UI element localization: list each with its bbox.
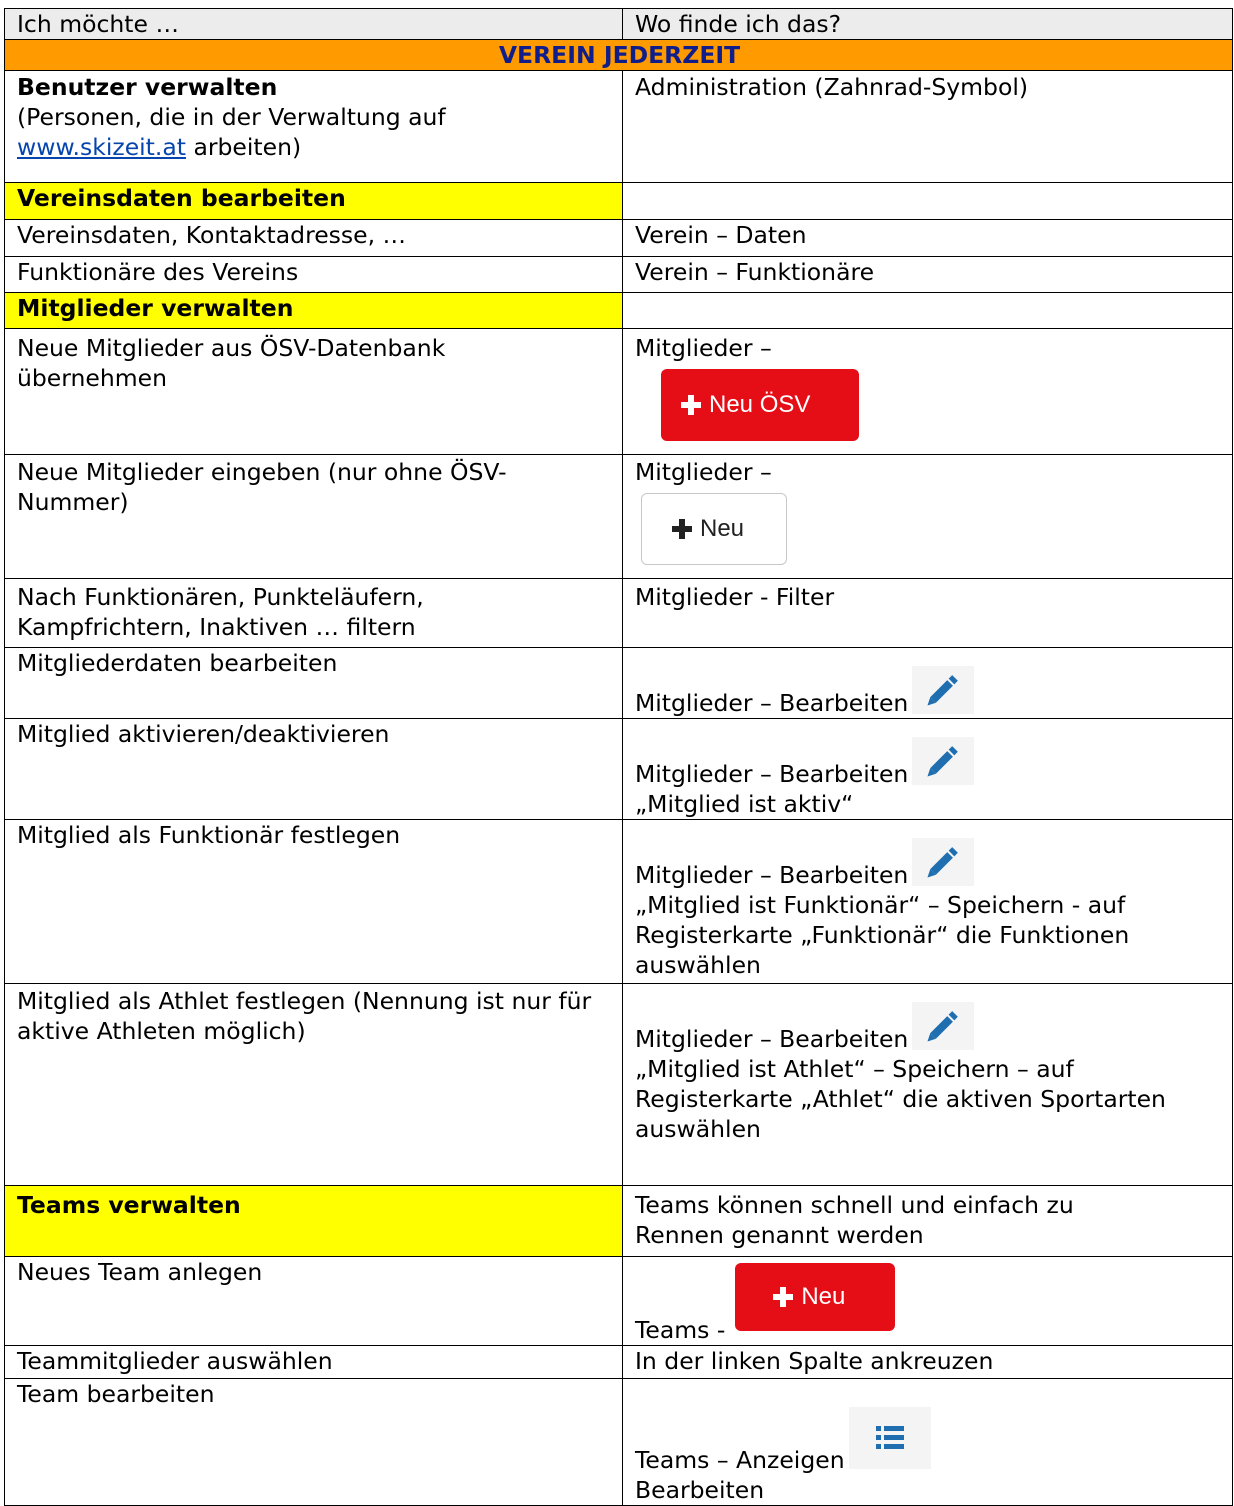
row-what: Vereinsdaten, Kontaktadresse, …	[5, 220, 623, 257]
section-teams	[5, 1186, 1233, 1257]
row-what: Mitgliederdaten bearbeiten	[5, 648, 623, 719]
row-team-bearbeiten	[5, 1379, 1233, 1506]
pencil-icon	[912, 737, 974, 785]
row-funktionaer	[5, 820, 1233, 984]
section-title: Teams verwalten	[5, 1186, 623, 1257]
row-where	[623, 329, 1233, 455]
pencil-icon	[912, 838, 974, 886]
row-what: Neue Mitglieder aus ÖSV-Datenbank übernehmen	[5, 329, 623, 455]
neu-oesv-button[interactable]	[661, 369, 859, 441]
row-where	[623, 455, 1233, 579]
benutzer-title: Benutzer verwalten	[17, 73, 278, 101]
row-what: Nach Funktionären, Punkteläufern, Kampfrichtern, Inaktiven … filtern	[5, 579, 623, 648]
row-where	[623, 1379, 1233, 1506]
row-what: Mitglied als Athlet festlegen (Nennung ist nur für aktive Athleten möglich)	[5, 984, 623, 1186]
section-title: Mitglieder verwalten	[5, 293, 623, 329]
row-what: Teammitglieder auswählen	[5, 1346, 623, 1379]
row-neu-eingeben	[5, 455, 1233, 579]
button-label: Neu ÖSV	[709, 391, 811, 418]
row-where	[623, 648, 1233, 719]
row-what: Mitglied als Funktionär festlegen	[5, 820, 623, 984]
where-text: Mitglieder – Bearbeiten	[635, 689, 909, 717]
row-team-anlegen	[5, 1257, 1233, 1346]
team-neu-button[interactable]	[735, 1263, 895, 1331]
banner-row	[5, 40, 1233, 71]
teams-note: Teams können schnell und einfach zu Rennen genannt werden	[623, 1186, 1233, 1257]
note-text: „Mitglied ist aktiv“	[635, 790, 854, 818]
where-text: Teams – Anzeigen	[635, 1446, 845, 1474]
row-neu-oesv	[5, 329, 1233, 455]
plus-icon	[681, 395, 701, 415]
pencil-icon	[912, 666, 974, 714]
row-what: Neues Team anlegen	[5, 1257, 623, 1346]
row-bearbeiten	[5, 648, 1233, 719]
button-label: Neu	[801, 1283, 846, 1310]
row-where: Verein – Funktionäre	[623, 257, 1233, 293]
row-where	[623, 820, 1233, 984]
row-where: Verein – Daten	[623, 220, 1233, 257]
where-text: Mitglieder – Bearbeiten	[635, 760, 909, 788]
row-filter	[5, 579, 1233, 648]
row-what: Team bearbeiten	[5, 1379, 623, 1506]
neu-button[interactable]	[641, 493, 787, 565]
header-row	[5, 9, 1233, 40]
header-col1: Ich möchte …	[5, 9, 623, 40]
section-mitglieder	[5, 293, 1233, 329]
list-icon	[849, 1407, 931, 1469]
note-text: „Mitglied ist Funktionär“ – Speichern - auf Registerkarte „Funktionär“ die Funktionen auswählen	[635, 891, 1130, 979]
where-text: Mitglieder – Bearbeiten	[635, 861, 909, 889]
row-where: Mitglieder - Filter	[623, 579, 1233, 648]
plus-icon	[672, 519, 692, 539]
where-text: Teams -	[635, 1316, 726, 1344]
row-vereinsdaten	[5, 220, 1233, 257]
row-where	[623, 719, 1233, 820]
banner-title: VEREIN JEDERZEIT	[5, 40, 1233, 71]
benutzer-desc-end: arbeiten)	[185, 133, 302, 161]
section-title: Vereinsdaten bearbeiten	[5, 183, 623, 220]
benutzer-desc: (Personen, die in der Verwaltung auf	[17, 103, 446, 131]
row-funktionaere	[5, 257, 1233, 293]
plus-icon	[773, 1287, 793, 1307]
row-what: Neue Mitglieder eingeben (nur ohne ÖSV-Nummer)	[5, 455, 623, 579]
note-text: „Mitglied ist Athlet“ – Speichern – auf Registerkarte „Athlet“ die aktiven Sportarten auswählen	[635, 1055, 1166, 1143]
skizeit-link[interactable]: www.skizeit.at	[17, 133, 186, 161]
row-team-mitglieder	[5, 1346, 1233, 1379]
section-vereinsdaten	[5, 183, 1233, 220]
row-where	[623, 984, 1233, 1186]
row-aktivieren	[5, 719, 1233, 820]
header-col2: Wo finde ich das?	[623, 9, 1233, 40]
benutzer-cell	[5, 71, 623, 183]
where-text: Mitglieder – Bearbeiten	[635, 1025, 909, 1053]
help-table	[4, 8, 1233, 1506]
row-what: Funktionäre des Vereins	[5, 257, 623, 293]
where-text: Mitglieder –	[635, 334, 772, 362]
row-benutzer	[5, 71, 1233, 183]
benutzer-where-text: Administration (Zahnrad-Symbol)	[635, 73, 1029, 101]
where-text: Mitglieder –	[635, 458, 772, 486]
benutzer-where	[623, 71, 1233, 183]
pencil-icon	[912, 1002, 974, 1050]
row-what: Mitglied aktivieren/deaktivieren	[5, 719, 623, 820]
row-where: In der linken Spalte ankreuzen	[623, 1346, 1233, 1379]
note-text: Bearbeiten	[635, 1476, 765, 1504]
row-athlet	[5, 984, 1233, 1186]
button-label: Neu	[700, 515, 745, 542]
row-where	[623, 1257, 1233, 1346]
